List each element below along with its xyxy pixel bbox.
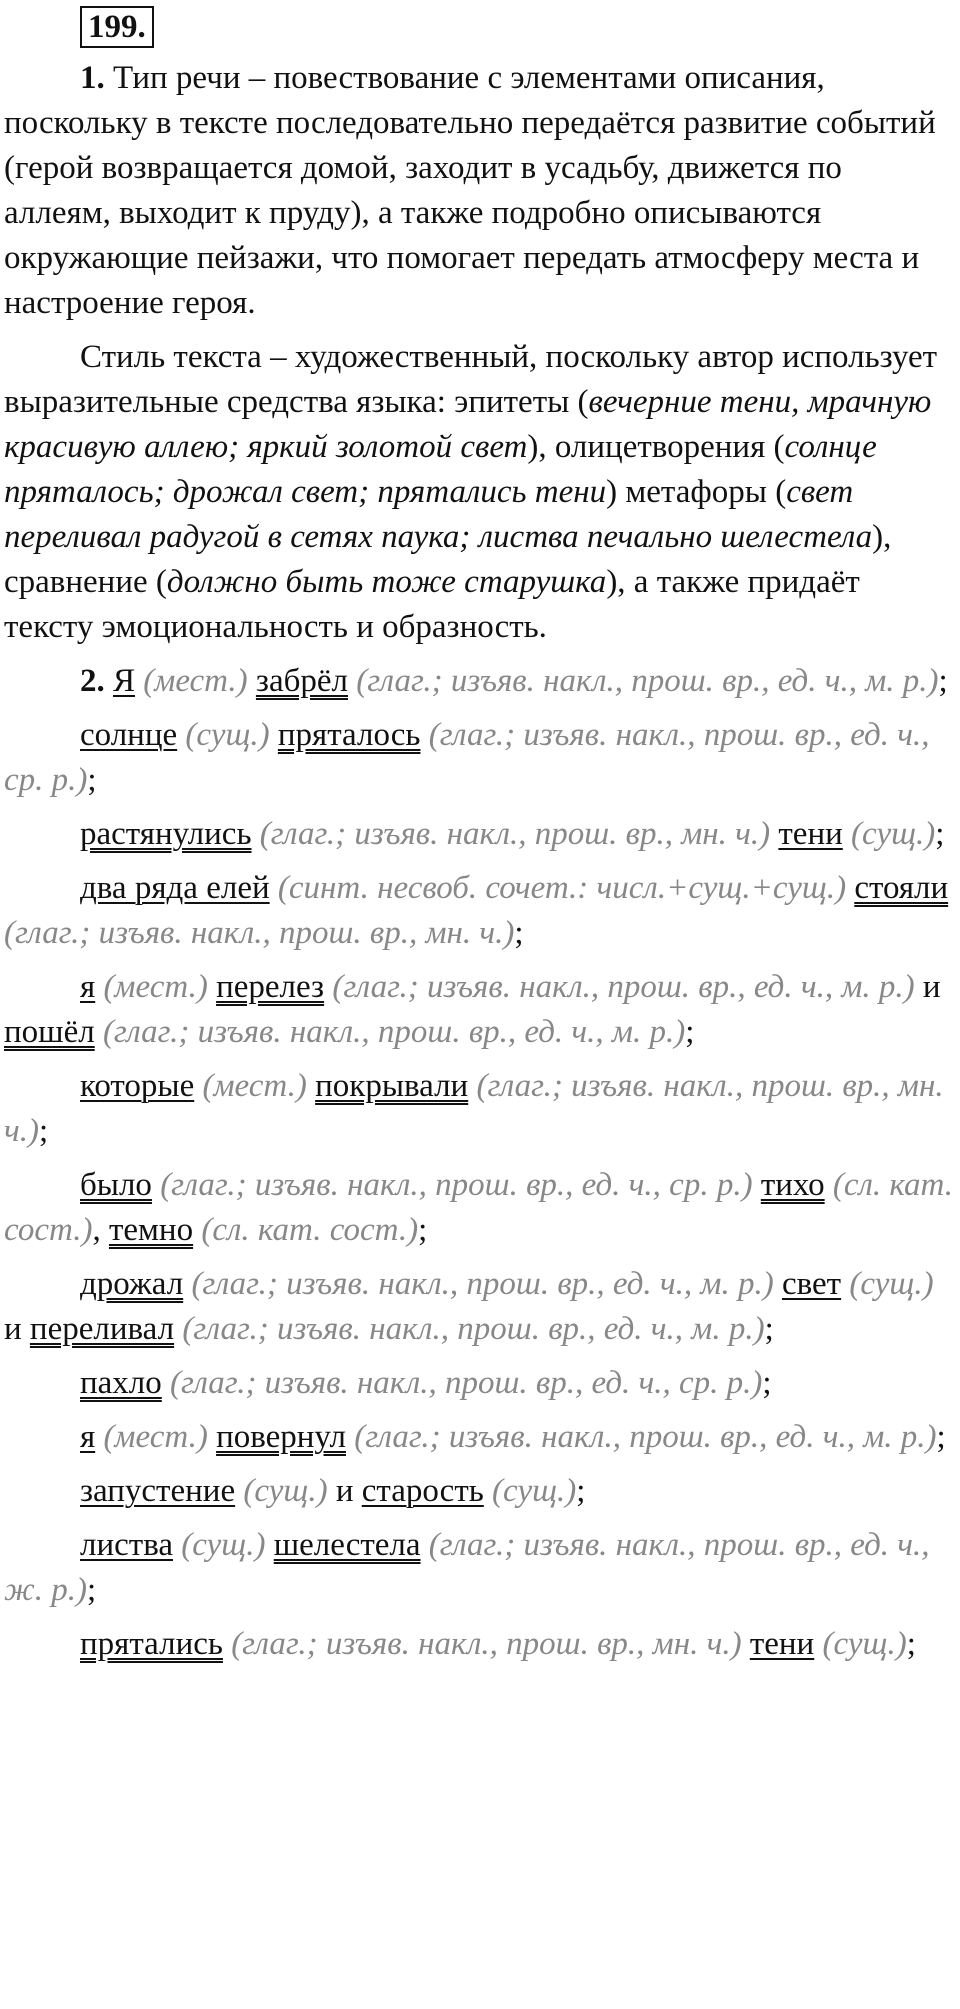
subject-word: запустение [80, 1473, 236, 1509]
predicate-word: переливал [29, 1311, 175, 1347]
grammar-note: (глаг.; изъяв. накл., прош. вр., мн. ч.) [231, 1626, 742, 1662]
punctuation: ; [938, 663, 948, 699]
grammar-note: (глаг.; изъяв. накл., прош. вр., ед. ч., м. р.) [191, 1266, 774, 1302]
grammar-note: (сущ.) [492, 1473, 577, 1509]
grammar-line-8 [4, 1262, 956, 1352]
grammar-note: (сл. кат. сост.) [4, 1167, 954, 1248]
grammar-note: (глаг.; изъяв. накл., прош. вр., ед. ч., м. р.) [102, 1014, 686, 1050]
item-number: 2. [80, 663, 105, 699]
grammar-line-12 [4, 1523, 956, 1613]
grammar-line-1 [4, 659, 956, 704]
punctuation: ; [418, 1212, 428, 1248]
grammar-note: (мест.) [143, 663, 248, 699]
example-metaphors: свет переливал радугой в сетях паука; листва печально шелестела [4, 474, 873, 555]
grammar-note: (глаг.; изъяв. накл., прош. вр., ед. ч., ж. р.) [4, 1527, 930, 1608]
predicate-word: темно [108, 1212, 194, 1248]
predicate-word: тихо [760, 1167, 825, 1203]
punctuation: ; [514, 915, 524, 951]
grammar-note: (глаг.; изъяв. накл., прош. вр., ед. ч., м. р.) [182, 1311, 765, 1347]
grammar-line-7 [4, 1163, 956, 1253]
predicate-word: прятались [80, 1626, 223, 1662]
predicate-word: шелестела [273, 1527, 421, 1563]
grammar-note: (глаг.; изъяв. накл., прош. вр., мн. ч.) [4, 1068, 944, 1149]
grammar-note: (сущ.) [822, 1626, 907, 1662]
text-fragment: Стиль текста – художественный, поскольку автор использует выразительные средства языка: эпитеты ( [4, 339, 938, 420]
grammar-note: (глаг.; изъяв. накл., прош. вр., ед. ч., ср. р.) [4, 717, 930, 798]
predicate-word: дрожал [80, 1266, 184, 1302]
punctuation: ; [936, 1419, 946, 1455]
text-fragment: ), сравнение ( [4, 519, 892, 600]
grammar-note: (сущ.) [851, 816, 936, 852]
conjunction: и [4, 1311, 22, 1347]
punctuation: ; [685, 1014, 695, 1050]
grammar-line-11 [4, 1469, 956, 1514]
subject-word: солнце [80, 717, 178, 753]
predicate-word: покрывали [315, 1068, 469, 1104]
example-personification: солнце пряталось; дрожал свет; прятались тени [4, 429, 877, 510]
subject-word: Я [113, 663, 136, 699]
predicate-word: перелез [216, 969, 325, 1005]
grammar-line-2 [4, 713, 956, 803]
punctuation: ; [86, 1572, 97, 1608]
subject-word: я [80, 969, 96, 1005]
grammar-note: (глаг.; изъяв. накл., прош. вр., мн. ч.) [4, 915, 515, 951]
subject-word: которые [80, 1068, 195, 1104]
subject-word: листва [80, 1527, 173, 1563]
grammar-line-5 [4, 965, 956, 1055]
grammar-note: (синт. несвоб. сочет.: числ.+сущ.+сущ.) [277, 870, 847, 906]
predicate-word: пряталось [277, 717, 421, 753]
text-fragment: ) метафоры ( [606, 474, 787, 510]
example-epithets: вечерние тени, мрачную красивую аллею; яркий золотой свет [4, 384, 932, 465]
grammar-note: (глаг.; изъяв. накл., прош. вр., ед. ч., м. р.) [356, 663, 939, 699]
predicate-word: забрёл [255, 663, 348, 699]
grammar-line-4 [4, 866, 956, 956]
grammar-note: (глаг.; изъяв. накл., прош. вр., мн. ч.) [259, 816, 771, 852]
subject-word: старость [361, 1473, 484, 1509]
punctuation: ; [87, 762, 97, 798]
grammar-note: (глаг.; изъяв. накл., прош. вр., ед. ч., м. р.) [354, 1419, 937, 1455]
punctuation: ; [935, 816, 945, 852]
text-fragment: ), а также придаёт тексту эмоциональность и образность. [4, 564, 860, 645]
paragraph-style [4, 335, 956, 650]
paragraph-text: Тип речи – повествование с элементами описания, поскольку в тексте последовательно передаётся развитие событий (герой возвращается домой, заходит в усадьбу, движется по аллеям, выходит к пруду), а также подробно описываются окружающие пейзажи, что помогает передать атмосферу места и настроение героя. [4, 60, 936, 321]
predicate-word: повернул [216, 1419, 346, 1455]
grammar-line-3 [4, 812, 956, 857]
predicate-word: растянулись [80, 816, 252, 852]
subject-word: тени [749, 1626, 815, 1662]
punctuation: ; [906, 1626, 916, 1662]
conjunction: и [922, 969, 941, 1005]
grammar-line-6 [4, 1064, 956, 1154]
punctuation: ; [38, 1113, 49, 1149]
task-number: 199. [80, 6, 154, 48]
punctuation: ; [762, 1365, 772, 1401]
punctuation: ; [576, 1473, 586, 1509]
grammar-line-10 [4, 1415, 956, 1460]
grammar-note: (глаг.; изъяв. накл., прош. вр., ед. ч., ср. р.) [170, 1365, 763, 1401]
predicate-word: пошёл [4, 1014, 95, 1050]
grammar-note: (мест.) [202, 1068, 307, 1104]
predicate-word: было [80, 1167, 152, 1203]
answer-text [4, 56, 956, 1667]
subject-word: я [80, 1419, 96, 1455]
punctuation: , [92, 1212, 101, 1248]
subject-word: свет [781, 1266, 842, 1302]
grammar-note: (сущ.) [185, 717, 270, 753]
grammar-note: (сл. кат. сост.) [201, 1212, 419, 1248]
grammar-note: (глаг.; изъяв. накл., прош. вр., ед. ч., м. р.) [332, 969, 915, 1005]
paragraph-speech-type [4, 56, 956, 326]
subject-word: два ряда елей [80, 870, 270, 906]
subject-word: тени [778, 816, 843, 852]
grammar-note: (глаг.; изъяв. накл., прош. вр., ед. ч., ср. р.) [160, 1167, 753, 1203]
item-number: 1. [80, 60, 105, 96]
grammar-note: (сущ.) [181, 1527, 266, 1563]
grammar-note: (сущ.) [849, 1266, 934, 1302]
grammar-note: (сущ.) [243, 1473, 328, 1509]
predicate-word: стояли [854, 870, 949, 906]
grammar-line-9 [4, 1361, 956, 1406]
grammar-note: (мест.) [103, 1419, 208, 1455]
predicate-word: пахло [80, 1365, 162, 1401]
grammar-line-13 [4, 1622, 956, 1667]
example-comparison: должно быть тоже старушка [166, 564, 607, 600]
text-fragment: ), олицетворения ( [527, 429, 785, 465]
punctuation: ; [764, 1311, 774, 1347]
grammar-note: (мест.) [103, 969, 208, 1005]
conjunction: и [335, 1473, 354, 1509]
